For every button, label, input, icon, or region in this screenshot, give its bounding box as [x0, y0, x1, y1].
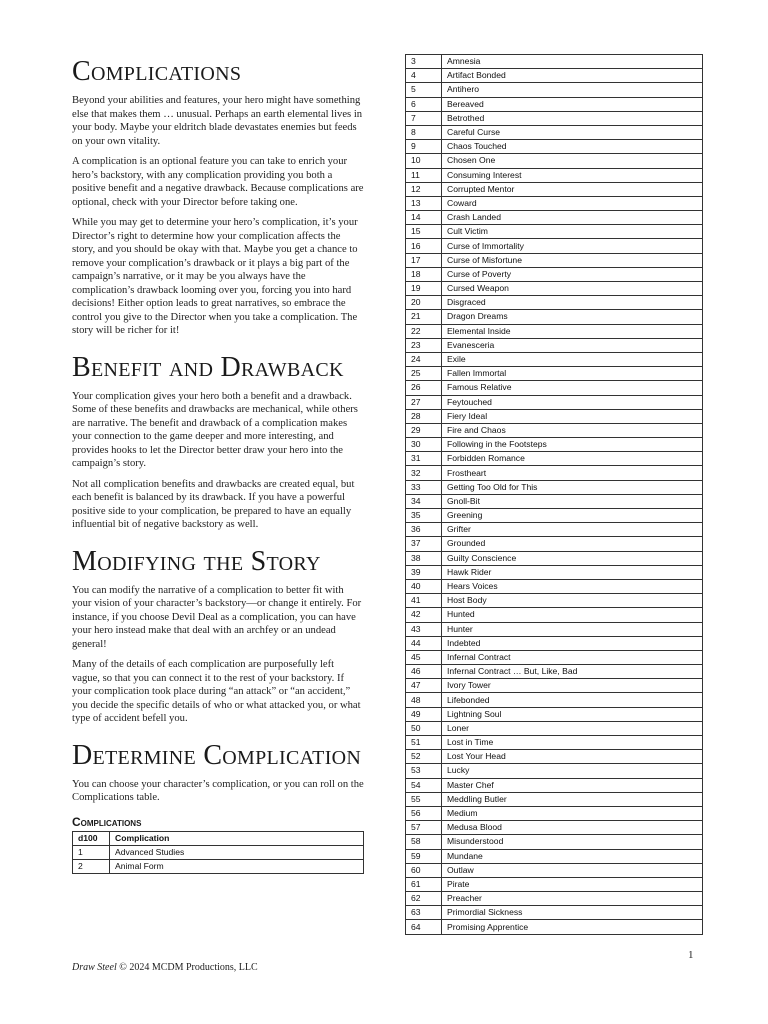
table-cell: Cursed Weapon	[442, 282, 703, 296]
table-row	[406, 494, 703, 508]
table-cell: Outlaw	[442, 863, 703, 877]
table-cell: Careful Curse	[442, 125, 703, 139]
table-cell: 15	[406, 225, 442, 239]
table-cell: Pirate	[442, 877, 703, 891]
table-cell: 5	[406, 83, 442, 97]
table-cell: 16	[406, 239, 442, 253]
table-row	[406, 849, 703, 863]
table-cell: Curse of Poverty	[442, 267, 703, 281]
table-cell: Amnesia	[442, 55, 703, 69]
table-row	[406, 579, 703, 593]
table-cell: Chaos Touched	[442, 140, 703, 154]
table-cell: Mundane	[442, 849, 703, 863]
table-cell: 58	[406, 835, 442, 849]
table-row	[406, 665, 703, 679]
table-cell: Ivory Tower	[442, 679, 703, 693]
table-cell: 6	[406, 97, 442, 111]
table-cell: 4	[406, 69, 442, 83]
table-cell: 9	[406, 140, 442, 154]
table-cell: 59	[406, 849, 442, 863]
table-row	[406, 367, 703, 381]
table-cell: Exile	[442, 352, 703, 366]
table-row	[406, 125, 703, 139]
table-row	[406, 480, 703, 494]
table-row	[406, 310, 703, 324]
table-cell: Primordial Sickness	[442, 906, 703, 920]
table-cell: 26	[406, 381, 442, 395]
table-cell: 47	[406, 679, 442, 693]
table-cell: Medium	[442, 806, 703, 820]
table-cell: 20	[406, 296, 442, 310]
table-cell: Loner	[442, 721, 703, 735]
table-cell: Bereaved	[442, 97, 703, 111]
table-row	[406, 466, 703, 480]
table-cell: Lifebonded	[442, 693, 703, 707]
table-row	[406, 778, 703, 792]
table-row	[406, 863, 703, 877]
table-cell: 42	[406, 608, 442, 622]
table-cell: 36	[406, 523, 442, 537]
table-cell: Evanesceria	[442, 338, 703, 352]
table-cell: 10	[406, 154, 442, 168]
table-row	[406, 792, 703, 806]
table-cell: Indebted	[442, 636, 703, 650]
table-row	[406, 154, 703, 168]
table-cell: Guilty Conscience	[442, 551, 703, 565]
table-cell: 55	[406, 792, 442, 806]
table-cell: 11	[406, 168, 442, 182]
table-cell: 17	[406, 253, 442, 267]
table-cell: 14	[406, 211, 442, 225]
paragraph: You can choose your character’s complication, or you can roll on the Complications table.	[72, 778, 364, 803]
table-cell: Fire and Chaos	[442, 423, 703, 437]
table-cell: Medusa Blood	[442, 821, 703, 835]
table-cell: Lucky	[442, 764, 703, 778]
table-cell: Meddling Butler	[442, 792, 703, 806]
table-cell: 52	[406, 750, 442, 764]
table-cell: 7	[406, 111, 442, 125]
table-cell: Grifter	[442, 523, 703, 537]
section-title-determine-complication: Determine Complication	[72, 739, 362, 771]
table-cell: 22	[406, 324, 442, 338]
table-row	[406, 707, 703, 721]
table-row	[73, 859, 364, 873]
table-row	[406, 211, 703, 225]
table-row	[406, 338, 703, 352]
table-cell: Cult Victim	[442, 225, 703, 239]
table-cell: 39	[406, 565, 442, 579]
table-row	[406, 168, 703, 182]
table-cell: 3	[406, 55, 442, 69]
table-cell: Hunter	[442, 622, 703, 636]
table-cell: 30	[406, 438, 442, 452]
table-cell: Consuming Interest	[442, 168, 703, 182]
table-row	[406, 352, 703, 366]
table-row	[406, 537, 703, 551]
table-row	[406, 565, 703, 579]
paragraph: While you may get to determine your hero’s complication, it’s your Director’s right to determine how your complication affects the story, and you should be okay with that. Maybe you get a chance to remove your complication’s drawback or it plays a big part of the campaign’s narrative, or it may be you always have the complication’s drawback looming over you, forcing you into hard decisions! Either option leads to great narratives, so embrace the control you give to the Director when you take a complication. The story will be richer for it!	[72, 217, 358, 336]
table-row	[406, 395, 703, 409]
table-row	[406, 608, 703, 622]
table-cell: 23	[406, 338, 442, 352]
table-cell: 35	[406, 509, 442, 523]
paragraph: You can modify the narrative of a complication to better fit with your vision of your character’s backstory—or change it entirely. For instance, if you choose Devil Deal as a complication, you can have your hero instead make that deal with an archfey or an undead general!	[72, 584, 362, 650]
table-cell: Lost in Time	[442, 736, 703, 750]
table-row	[406, 69, 703, 83]
table-cell: 29	[406, 423, 442, 437]
table-row	[406, 736, 703, 750]
table-cell: 45	[406, 650, 442, 664]
table-row	[406, 509, 703, 523]
table-cell: Getting Too Old for This	[442, 480, 703, 494]
table-row	[406, 750, 703, 764]
table-cell: Greening	[442, 509, 703, 523]
table-row	[406, 679, 703, 693]
table-row	[406, 438, 703, 452]
table-cell: 40	[406, 579, 442, 593]
table-row	[406, 920, 703, 934]
table-row	[406, 892, 703, 906]
table-cell: Frostheart	[442, 466, 703, 480]
table-row	[406, 225, 703, 239]
table-cell: Animal Form	[110, 859, 364, 873]
table-cell: Gnoll-Bit	[442, 494, 703, 508]
table-cell: 41	[406, 594, 442, 608]
table-cell: Hunted	[442, 608, 703, 622]
table-cell: Promising Apprentice	[442, 920, 703, 934]
table-row	[406, 594, 703, 608]
table-cell: Lightning Soul	[442, 707, 703, 721]
table-cell: 21	[406, 310, 442, 324]
table-cell: 54	[406, 778, 442, 792]
section-title-complications: Complications	[72, 56, 242, 87]
table-cell: Elemental Inside	[442, 324, 703, 338]
table-cell: Forbidden Romance	[442, 452, 703, 466]
table-row	[406, 650, 703, 664]
table-cell: 34	[406, 494, 442, 508]
table-cell: Curse of Misfortune	[442, 253, 703, 267]
table-cell: 57	[406, 821, 442, 835]
table-row	[406, 324, 703, 338]
table-row	[406, 97, 703, 111]
table-cell: Master Chef	[442, 778, 703, 792]
table-row	[406, 636, 703, 650]
table-cell: Hears Voices	[442, 579, 703, 593]
table-row	[406, 111, 703, 125]
table-cell: Fallen Immortal	[442, 367, 703, 381]
table-row	[406, 55, 703, 69]
table-row	[406, 551, 703, 565]
table-cell: Curse of Immortality	[442, 239, 703, 253]
table-cell: 44	[406, 636, 442, 650]
table-cell: 46	[406, 665, 442, 679]
table-cell: Betrothed	[442, 111, 703, 125]
table-row	[406, 182, 703, 196]
table-row	[406, 523, 703, 537]
table-cell: 50	[406, 721, 442, 735]
table-cell: 60	[406, 863, 442, 877]
table-cell: 62	[406, 892, 442, 906]
table-cell: Infernal Contract … But, Like, Bad	[442, 665, 703, 679]
paragraph: Many of the details of each complication are purposefully left vague, so that you can connect it to the rest of your backstory. If your complication took place during “an attack” or “an accident,” you decide the specific details of who or what attacked you, or what type of accident befell you.	[72, 659, 361, 724]
table-cell: Grounded	[442, 537, 703, 551]
table-row	[406, 821, 703, 835]
table-cell: 61	[406, 877, 442, 891]
table-cell: Preacher	[442, 892, 703, 906]
table-row	[406, 622, 703, 636]
table-cell: 32	[406, 466, 442, 480]
section-title-modifying-story: Modifying the Story	[72, 545, 321, 577]
table-row	[406, 835, 703, 849]
table-row	[406, 877, 703, 891]
table-cell: 1	[73, 845, 110, 859]
table-cell: 56	[406, 806, 442, 820]
complications-table-start	[72, 831, 364, 875]
table-cell: 13	[406, 196, 442, 210]
copyright-text: © 2024 MCDM Productions, LLC	[116, 962, 258, 973]
table-row	[406, 721, 703, 735]
table-header: Complication	[110, 831, 364, 845]
table-row	[73, 845, 364, 859]
table-cell: Feytouched	[442, 395, 703, 409]
section-title-benefit-drawback: Benefit and Drawback	[72, 351, 344, 383]
table-row	[406, 423, 703, 437]
table-cell: 38	[406, 551, 442, 565]
table-cell: 53	[406, 764, 442, 778]
table-cell: Dragon Dreams	[442, 310, 703, 324]
table-row	[406, 267, 703, 281]
table-title: Complications	[72, 814, 142, 829]
table-cell: 27	[406, 395, 442, 409]
book-title: Draw Steel	[72, 962, 117, 973]
table-row	[406, 239, 703, 253]
table-cell: 49	[406, 707, 442, 721]
table-cell: 25	[406, 367, 442, 381]
table-cell: Host Body	[442, 594, 703, 608]
table-cell: Corrupted Mentor	[442, 182, 703, 196]
table-cell: Chosen One	[442, 154, 703, 168]
table-cell: 18	[406, 267, 442, 281]
table-row	[406, 253, 703, 267]
table-row	[406, 196, 703, 210]
table-row	[406, 409, 703, 423]
table-cell: 28	[406, 409, 442, 423]
table-row	[406, 906, 703, 920]
table-cell: Artifact Bonded	[442, 69, 703, 83]
table-cell: 48	[406, 693, 442, 707]
paragraph: Your complication gives your hero both a benefit and a drawback. Some of these benefits and drawbacks are mechanical, while others are narrative. The benefit and drawback of a complication makes your connection to the game deeper and more interesting, and provides hooks to let the Director better draw your hero into the campaign’s story.	[72, 390, 358, 469]
table-cell: Lost Your Head	[442, 750, 703, 764]
page-number: 1	[688, 949, 694, 961]
table-cell: Coward	[442, 196, 703, 210]
table-cell: 64	[406, 920, 442, 934]
table-cell: 33	[406, 480, 442, 494]
table-cell: 2	[73, 859, 110, 873]
footer	[72, 962, 258, 973]
complications-table-continued	[405, 54, 703, 935]
table-row	[406, 452, 703, 466]
table-cell: 31	[406, 452, 442, 466]
table-row	[406, 282, 703, 296]
table-cell: 51	[406, 736, 442, 750]
table-header: d100	[73, 831, 110, 845]
paragraph: A complication is an optional feature you can take to enrich your hero’s backstory, with any complication providing you both a positive benefit and a negative drawback. Because complications are optional, check with your Director before taking one.	[72, 156, 364, 208]
paragraph: Beyond your abilities and features, your hero might have something else that makes them … unusual. Perhaps an earth elemental lives in your body. Maybe your eldritch blade devastates enemies but feeds on your own vitality.	[72, 95, 363, 147]
table-cell: 12	[406, 182, 442, 196]
table-cell: Fiery Ideal	[442, 409, 703, 423]
table-cell: 63	[406, 906, 442, 920]
table-cell: Disgraced	[442, 296, 703, 310]
table-cell: Antihero	[442, 83, 703, 97]
table-cell: 24	[406, 352, 442, 366]
table-row	[406, 806, 703, 820]
table-cell: Misunderstood	[442, 835, 703, 849]
table-cell: Following in the Footsteps	[442, 438, 703, 452]
table-header-row	[73, 831, 364, 845]
table-row	[406, 140, 703, 154]
table-cell: Famous Relative	[442, 381, 703, 395]
table-cell: 43	[406, 622, 442, 636]
paragraph: Not all complication benefits and drawbacks are created equal, but each benefit is balanced by its drawback. If you have a powerful positive side to your complication, be prepared to have an equally influential bit of negative backstory as well.	[72, 478, 355, 530]
table-row	[406, 296, 703, 310]
left-column	[72, 56, 364, 874]
table-cell: 8	[406, 125, 442, 139]
table-row	[406, 693, 703, 707]
table-row	[406, 381, 703, 395]
table-cell: Infernal Contract	[442, 650, 703, 664]
table-cell: Advanced Studies	[110, 845, 364, 859]
table-cell: 37	[406, 537, 442, 551]
table-row	[406, 83, 703, 97]
table-cell: 19	[406, 282, 442, 296]
table-row	[406, 764, 703, 778]
table-cell: Crash Landed	[442, 211, 703, 225]
table-cell: Hawk Rider	[442, 565, 703, 579]
